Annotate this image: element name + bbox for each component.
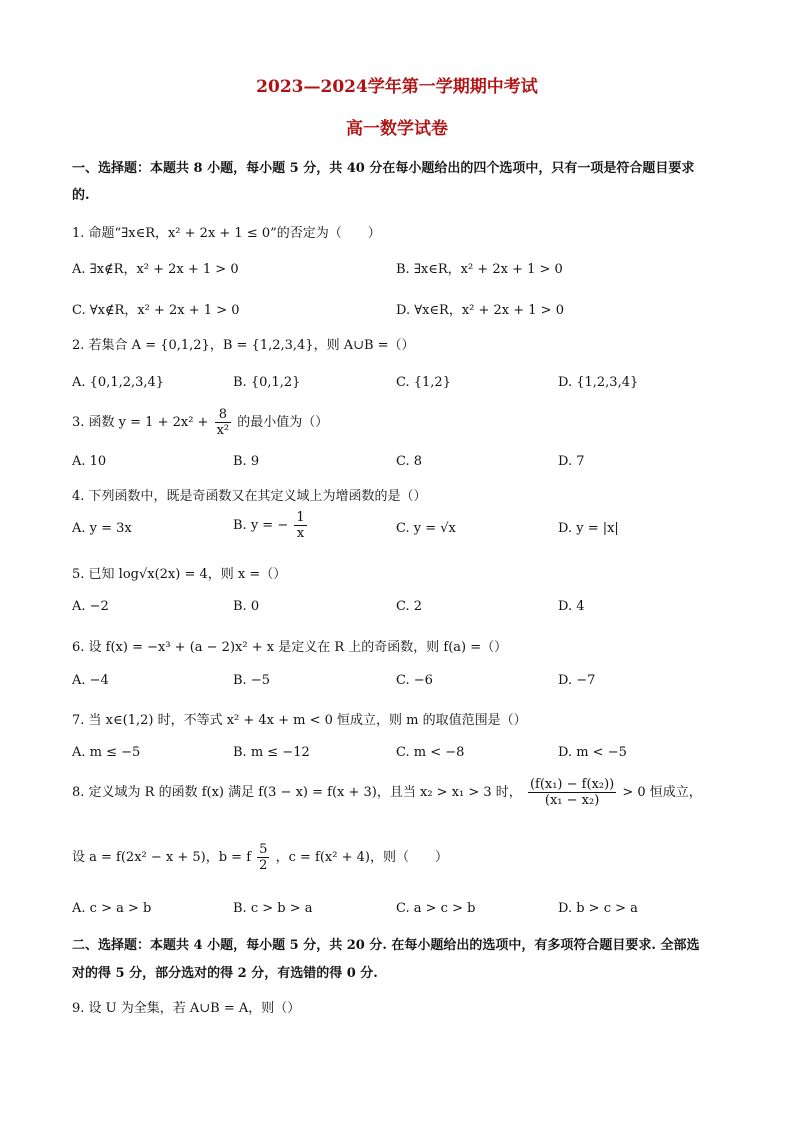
question-7-stem: 7. 当 x∈(1,2) 时，不等式 x² + 4x + m < 0 恒成立，则 m 的取值范围是（） [72,713,527,728]
section1-intro-line2: 的. [72,188,90,203]
question-2-stem: 2. 若集合 A = {0,1,2}，B = {1,2,3,4}，则 A∪B =（） [72,338,415,353]
question-8-fraction-num: (f(x₁) − f(x₂)) [529,777,615,792]
question-8-line2-fraction [257,842,269,873]
question-3-option-a: A. 10 [72,454,107,469]
question-8-line2-num: 5 [259,842,268,857]
question-8-fraction-den: (x₁ − x₂) [544,793,600,808]
question-3-fraction-num: 8 [215,407,232,423]
question-1-option-a: A. ∃x∉R，x² + 2x + 1 > 0 [72,262,239,277]
question-3-stem-post: 的最小值为（） [237,415,329,430]
section2-intro-line2: 对的得 5 分，部分选对的得 2 分，有选错的得 0 分. [72,966,378,981]
question-2-option-a: A. {0,1,2,3,4} [72,375,165,390]
question-4-option-b-den: x [296,526,305,541]
question-6-option-c: C. −6 [396,673,433,688]
question-8-option-d: D. b > c > a [558,901,638,916]
question-8-stem-pre: 8. 定义域为 R 的函数 f(x) 满足 f(3 − x) = f(x + 3)，且当 x₂ > x₁ > 3 时， [72,785,522,800]
question-3-option-d: D. 7 [558,454,585,469]
question-4-stem: 4. 下列函数中，既是奇函数又在其定义域上为增函数的是（） [72,489,427,504]
question-1-option-c: C. ∀x∉R，x² + 2x + 1 > 0 [72,303,240,318]
question-8-line2-pre: 设 a = f(2x² − x + 5)，b = f [72,850,252,865]
question-2-option-c: C. {1,2} [396,375,451,390]
question-4-option-b-pre: B. y = − [233,518,289,533]
question-7-option-c: C. m < −8 [396,745,465,760]
question-5-option-b: B. 0 [233,599,260,614]
question-8-stem-post: > 0 恒成立， [622,785,702,800]
question-4-option-a: A. y = 3x [72,521,132,536]
section1-intro-line1: 一、选择题：本题共 8 小题，每小题 5 分，共 40 分在每小题给出的四个选项中，只有一项是符合题目要求 [72,161,695,176]
question-6-option-b: B. −5 [233,673,270,688]
question-4-option-c: C. y = √x [396,521,456,536]
question-3-stem [72,407,328,438]
question-6-option-d: D. −7 [558,673,596,688]
exam-title: 2023—2024学年第一学期期中考试 [256,77,538,97]
question-4-option-b-num: 1 [296,510,305,525]
question-1-option-d: D. ∀x∈R，x² + 2x + 1 > 0 [396,303,564,318]
question-5-option-d: D. 4 [558,599,585,614]
question-4-option-b-fraction [294,510,306,541]
question-8-line2-den: 2 [259,858,268,873]
question-3-stem-pre: 3. 函数 y = 1 + 2x² + [72,415,209,430]
exam-subtitle: 高一数学试卷 [346,119,448,139]
question-3-fraction-den: x² [216,423,230,438]
question-6-option-a: A. −4 [72,673,109,688]
question-8-line2-post: ，c = f(x² + 4)，则（ ） [275,850,448,865]
question-3-option-c: C. 8 [396,454,423,469]
question-5-option-c: C. 2 [396,599,423,614]
question-8-option-a: A. c > a > b [72,901,152,916]
question-7-option-a: A. m ≤ −5 [72,745,141,760]
section2-intro-line1: 二、选择题：本题共 4 小题，每小题 5 分，共 20 分. 在每小题给出的选项中，有多项符合题目要求. 全部选 [72,938,700,953]
question-1-option-b: B. ∃x∈R，x² + 2x + 1 > 0 [396,262,563,277]
question-8-option-b: B. c > b > a [233,901,313,916]
question-5-stem: 5. 已知 log√x(2x) = 4，则 x =（） [72,567,287,582]
question-8-fraction [528,777,616,808]
question-2-option-b: B. {0,1,2} [233,375,301,390]
question-6-stem: 6. 设 f(x) = −x³ + (a − 2)x² + x 是定义在 R 上的奇函数，则 f(a) =（） [72,640,508,655]
question-4-option-b [233,510,309,541]
question-2-option-d: D. {1,2,3,4} [558,375,639,390]
question-4-option-d: D. y = |x| [558,521,619,536]
question-7-option-b: B. m ≤ −12 [233,745,310,760]
question-9-stem: 9. 设 U 为全集，若 A∪B = A，则（） [72,1001,301,1016]
question-3-option-b: B. 9 [233,454,260,469]
question-3-fraction [215,407,232,438]
question-5-option-a: A. −2 [72,599,109,614]
question-8-line2 [72,842,448,873]
question-8-option-c: C. a > c > b [396,901,476,916]
question-7-option-d: D. m < −5 [558,745,627,760]
question-1-stem: 1. 命题“∃x∈R，x² + 2x + 1 ≤ 0”的否定为（ ） [72,226,381,241]
question-8-stem [72,777,702,808]
